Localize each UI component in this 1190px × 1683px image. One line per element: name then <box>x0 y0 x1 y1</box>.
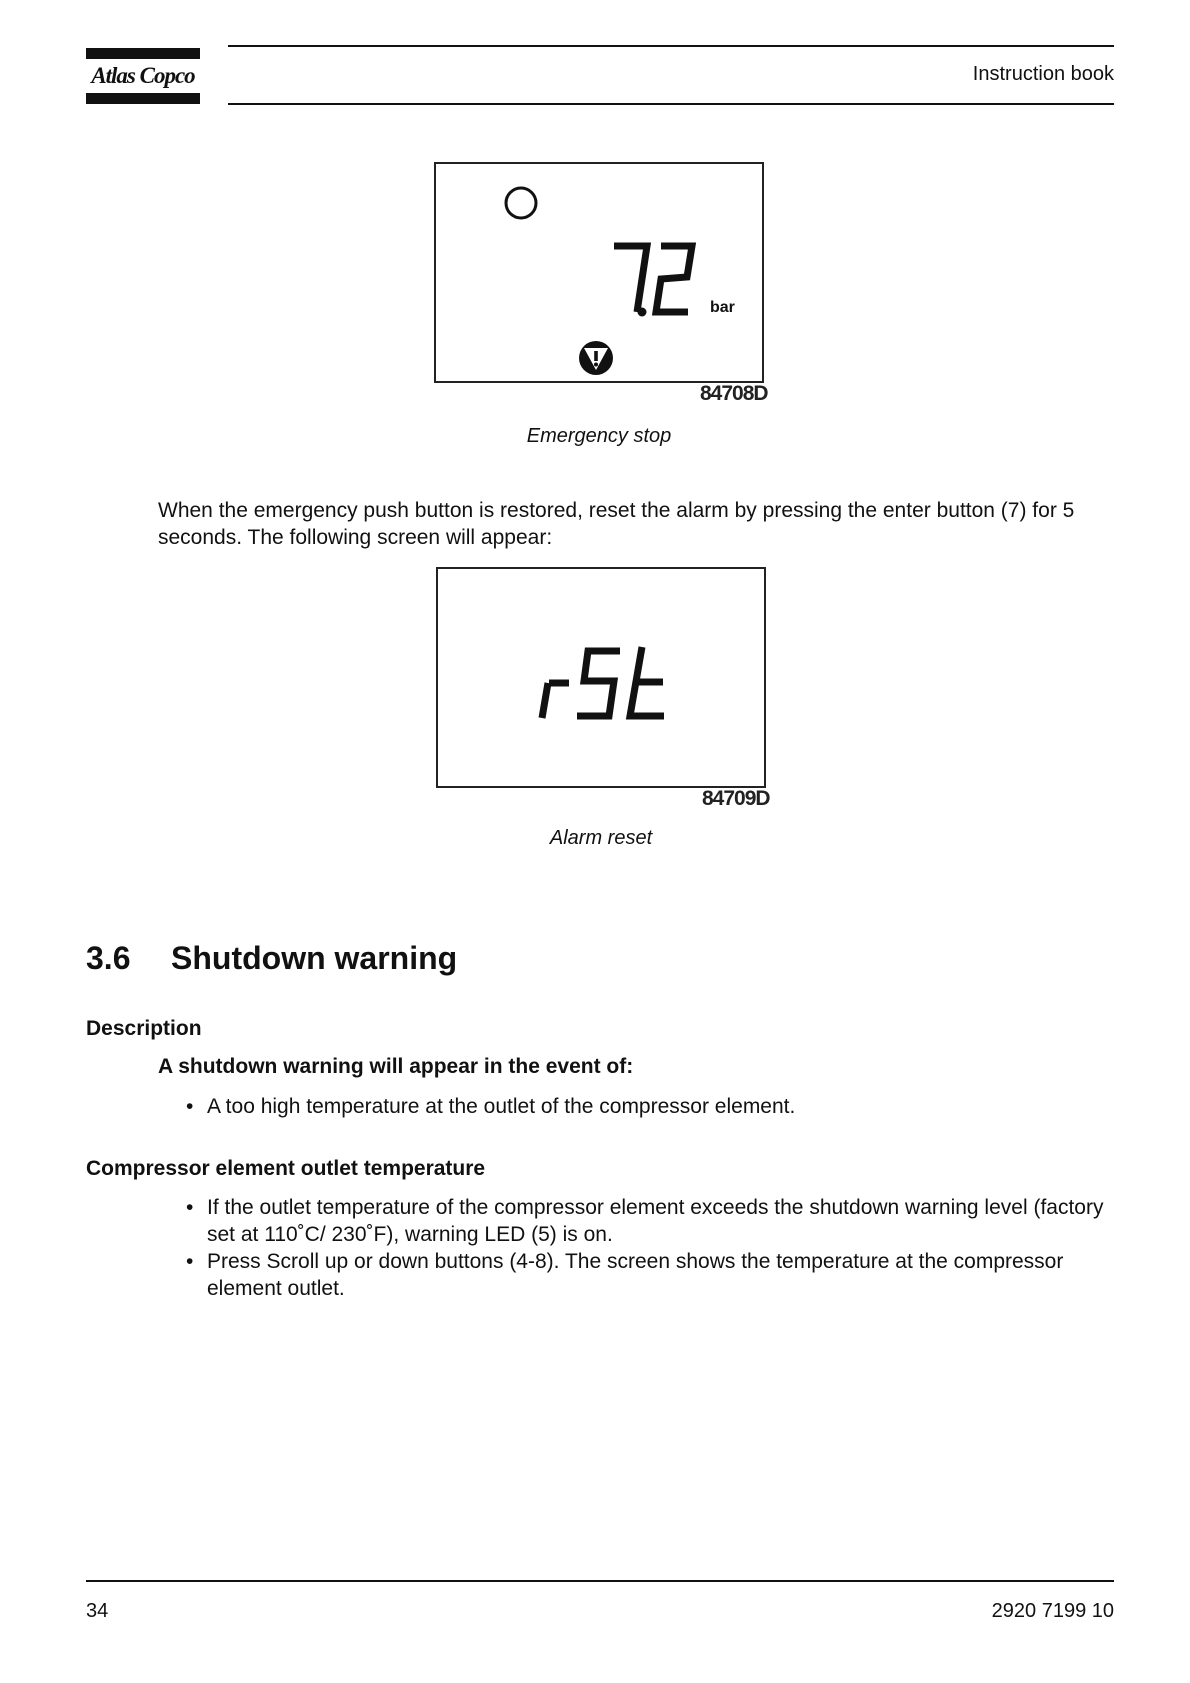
figure-code: 84708D <box>700 382 768 405</box>
list-item: • If the outlet temperature of the compressor element exceeds the shutdown warning level (factory set at 110˚C/ 230˚F), warning LED (5) is on. <box>186 1196 1104 1246</box>
outlet-temp-list <box>186 1194 1116 1302</box>
header-rule-bottom <box>228 103 1114 105</box>
seven-segment-text <box>542 647 664 718</box>
page-number: 34 <box>86 1600 109 1622</box>
emergency-stop-display <box>434 162 764 383</box>
seven-segment-value <box>614 246 692 312</box>
display-graphic <box>438 569 764 786</box>
shutdown-warning-icon <box>579 341 613 375</box>
list-item: • A too high temperature at the outlet of the compressor element. <box>186 1095 796 1118</box>
section-title: Shutdown warning <box>171 940 458 976</box>
section-number: 3.6 <box>86 940 131 976</box>
figure-code: 84709D <box>702 787 770 810</box>
list-item: • Press Scroll up or down buttons (4-8). The screen shows the temperature at the compressor element outlet. <box>186 1250 1064 1300</box>
logo-bar-bottom <box>86 93 200 104</box>
description-list <box>186 1093 1116 1120</box>
decimal-point-icon <box>638 308 647 317</box>
logo-bar-top <box>86 48 200 59</box>
figure-caption: Alarm reset <box>549 827 653 849</box>
atlas-copco-logo <box>86 48 200 104</box>
figure-caption: Emergency stop <box>526 425 672 447</box>
header-rule-top <box>228 45 1114 47</box>
document-number: 2920 7199 10 <box>991 1600 1114 1622</box>
header-title: Instruction book <box>972 63 1114 85</box>
intro-paragraph: When the emergency push button is restored, reset the alarm by pressing the enter button (7) for 5 seconds. The following screen will appear: <box>158 499 1075 549</box>
display-graphic <box>436 164 762 381</box>
logo-text: Atlas Copco <box>91 63 195 88</box>
display-text-value: rSt <box>438 569 440 570</box>
status-ring-icon <box>506 188 536 218</box>
description-heading: Description <box>86 1017 202 1040</box>
description-subheading: A shutdown warning will appear in the event of: <box>158 1055 634 1078</box>
outlet-temp-heading: Compressor element outlet temperature <box>86 1157 486 1180</box>
unit-label: bar <box>710 299 735 316</box>
footer-rule <box>86 1580 1114 1582</box>
alarm-reset-display <box>436 567 766 788</box>
